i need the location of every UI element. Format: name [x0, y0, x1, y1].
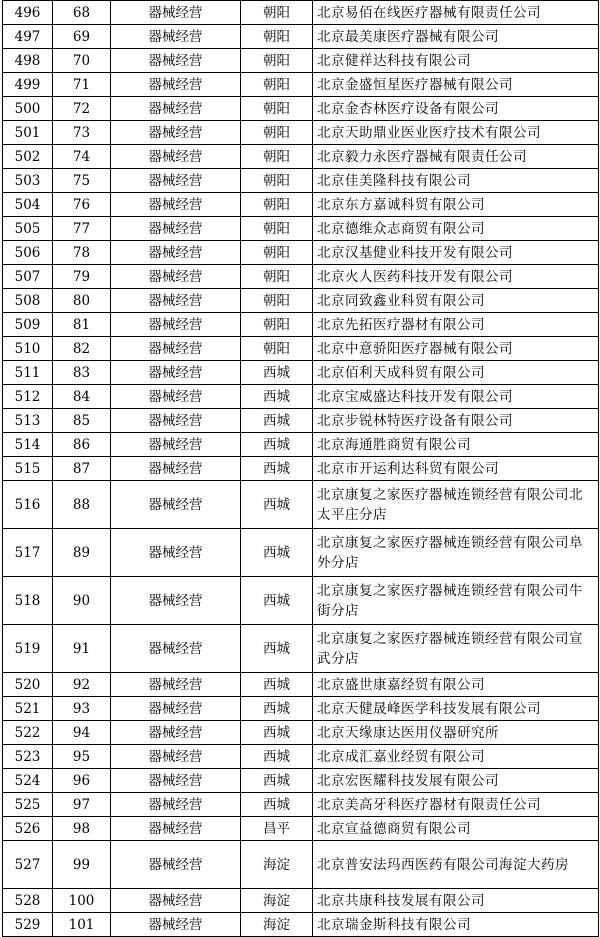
seq-cell: 515: [3, 457, 53, 481]
seq-cell: 508: [3, 289, 53, 313]
seq-cell: 506: [3, 241, 53, 265]
number-cell: 101: [53, 913, 111, 937]
table-row: [3, 121, 599, 145]
number-cell: 84: [53, 385, 111, 409]
table-row: [3, 889, 599, 913]
district-cell: 朝阳: [241, 97, 313, 121]
business-type-cell: 器械经营: [111, 433, 241, 457]
seq-cell: 513: [3, 409, 53, 433]
business-type-cell: 器械经营: [111, 889, 241, 913]
company-name-cell: 北京毅力永医疗器械有限责任公司: [313, 145, 599, 169]
table-row: [3, 409, 599, 433]
seq-cell: 498: [3, 49, 53, 73]
company-name-cell: 北京海通胜商贸有限公司: [313, 433, 599, 457]
table-row: [3, 145, 599, 169]
company-name-cell: 北京金杏林医疗设备有限公司: [313, 97, 599, 121]
table-row: [3, 217, 599, 241]
seq-cell: 497: [3, 25, 53, 49]
number-cell: 93: [53, 697, 111, 721]
number-cell: 87: [53, 457, 111, 481]
number-cell: 70: [53, 49, 111, 73]
business-type-cell: 器械经营: [111, 73, 241, 97]
number-cell: 79: [53, 265, 111, 289]
district-cell: 西城: [241, 433, 313, 457]
table-row: [3, 241, 599, 265]
company-name-cell: 北京瑞金斯科技有限公司: [313, 913, 599, 937]
registry-table-body: [3, 1, 599, 937]
district-cell: 西城: [241, 529, 313, 577]
table-row: [3, 529, 599, 577]
company-name-cell: 北京佰利天成科贸有限公司: [313, 361, 599, 385]
district-cell: 朝阳: [241, 49, 313, 73]
district-cell: 朝阳: [241, 217, 313, 241]
seq-cell: 520: [3, 673, 53, 697]
district-cell: 朝阳: [241, 73, 313, 97]
number-cell: 95: [53, 745, 111, 769]
business-type-cell: 器械经营: [111, 241, 241, 265]
district-cell: 西城: [241, 793, 313, 817]
business-type-cell: 器械经营: [111, 265, 241, 289]
company-name-cell: 北京先拓医疗器材有限公司: [313, 313, 599, 337]
company-name-cell: 北京康复之家医疗器械连锁经营有限公司阜外分店: [313, 529, 599, 577]
business-type-cell: 器械经营: [111, 817, 241, 841]
company-name-cell: 北京康复之家医疗器械连锁经营有限公司牛街分店: [313, 577, 599, 625]
business-type-cell: 器械经营: [111, 673, 241, 697]
business-type-cell: 器械经营: [111, 769, 241, 793]
district-cell: 朝阳: [241, 121, 313, 145]
seq-cell: 517: [3, 529, 53, 577]
seq-cell: 524: [3, 769, 53, 793]
number-cell: 99: [53, 841, 111, 889]
number-cell: 88: [53, 481, 111, 529]
table-row: [3, 289, 599, 313]
district-cell: 海淀: [241, 889, 313, 913]
table-row: [3, 361, 599, 385]
district-cell: 朝阳: [241, 265, 313, 289]
number-cell: 97: [53, 793, 111, 817]
number-cell: 69: [53, 25, 111, 49]
seq-cell: 528: [3, 889, 53, 913]
company-name-cell: 北京步锐林特医疗设备有限公司: [313, 409, 599, 433]
seq-cell: 507: [3, 265, 53, 289]
table-row: [3, 1, 599, 25]
district-cell: 西城: [241, 385, 313, 409]
number-cell: 74: [53, 145, 111, 169]
number-cell: 94: [53, 721, 111, 745]
seq-cell: 527: [3, 841, 53, 889]
district-cell: 西城: [241, 457, 313, 481]
seq-cell: 512: [3, 385, 53, 409]
number-cell: 83: [53, 361, 111, 385]
company-name-cell: 北京中意骄阳医疗器械有限公司: [313, 337, 599, 361]
business-type-cell: 器械经营: [111, 121, 241, 145]
number-cell: 77: [53, 217, 111, 241]
seq-cell: 510: [3, 337, 53, 361]
number-cell: 72: [53, 97, 111, 121]
business-type-cell: 器械经营: [111, 913, 241, 937]
table-row: [3, 481, 599, 529]
seq-cell: 523: [3, 745, 53, 769]
seq-cell: 505: [3, 217, 53, 241]
company-name-cell: 北京宣益德商贸有限公司: [313, 817, 599, 841]
district-cell: 西城: [241, 697, 313, 721]
company-name-cell: 北京火人医药科技开发有限公司: [313, 265, 599, 289]
business-type-cell: 器械经营: [111, 289, 241, 313]
table-row: [3, 457, 599, 481]
company-name-cell: 北京佳美隆科技有限公司: [313, 169, 599, 193]
table-row: [3, 73, 599, 97]
seq-cell: 526: [3, 817, 53, 841]
table-row: [3, 169, 599, 193]
seq-cell: 516: [3, 481, 53, 529]
business-type-cell: 器械经营: [111, 97, 241, 121]
business-type-cell: 器械经营: [111, 457, 241, 481]
table-row: [3, 25, 599, 49]
seq-cell: 518: [3, 577, 53, 625]
number-cell: 81: [53, 313, 111, 337]
company-name-cell: 北京健祥达科技有限公司: [313, 49, 599, 73]
table-row: [3, 433, 599, 457]
number-cell: 85: [53, 409, 111, 433]
company-name-cell: 北京成汇嘉业经贸有限公司: [313, 745, 599, 769]
district-cell: 朝阳: [241, 25, 313, 49]
seq-cell: 522: [3, 721, 53, 745]
table-row: [3, 697, 599, 721]
district-cell: 朝阳: [241, 193, 313, 217]
seq-cell: 502: [3, 145, 53, 169]
number-cell: 73: [53, 121, 111, 145]
seq-cell: 519: [3, 625, 53, 673]
table-row: [3, 385, 599, 409]
company-name-cell: 北京天助鼎业医业医疗技术有限公司: [313, 121, 599, 145]
number-cell: 71: [53, 73, 111, 97]
business-type-cell: 器械经营: [111, 1, 241, 25]
table-row: [3, 673, 599, 697]
district-cell: 西城: [241, 769, 313, 793]
district-cell: 海淀: [241, 841, 313, 889]
district-cell: 海淀: [241, 913, 313, 937]
company-name-cell: 北京天缘康达医用仪器研究所: [313, 721, 599, 745]
table-row: [3, 313, 599, 337]
district-cell: 朝阳: [241, 1, 313, 25]
company-name-cell: 北京宝威盛达科技开发有限公司: [313, 385, 599, 409]
number-cell: 68: [53, 1, 111, 25]
business-type-cell: 器械经营: [111, 721, 241, 745]
company-name-cell: 北京市开运利达科贸有限公司: [313, 457, 599, 481]
table-row: [3, 913, 599, 937]
business-type-cell: 器械经营: [111, 25, 241, 49]
district-cell: 西城: [241, 361, 313, 385]
registry-table: [2, 0, 599, 937]
seq-cell: 503: [3, 169, 53, 193]
business-type-cell: 器械经营: [111, 313, 241, 337]
business-type-cell: 器械经营: [111, 385, 241, 409]
table-row: [3, 97, 599, 121]
seq-cell: 509: [3, 313, 53, 337]
company-name-cell: 北京金盛恒星医疗器械有限公司: [313, 73, 599, 97]
seq-cell: 500: [3, 97, 53, 121]
company-name-cell: 北京汉基健业科技开发有限公司: [313, 241, 599, 265]
number-cell: 96: [53, 769, 111, 793]
business-type-cell: 器械经营: [111, 577, 241, 625]
number-cell: 76: [53, 193, 111, 217]
district-cell: 朝阳: [241, 313, 313, 337]
seq-cell: 499: [3, 73, 53, 97]
company-name-cell: 北京易佰在线医疗器械有限责任公司: [313, 1, 599, 25]
business-type-cell: 器械经营: [111, 169, 241, 193]
business-type-cell: 器械经营: [111, 49, 241, 73]
table-row: [3, 793, 599, 817]
table-row: [3, 817, 599, 841]
district-cell: 朝阳: [241, 289, 313, 313]
district-cell: 昌平: [241, 817, 313, 841]
district-cell: 朝阳: [241, 169, 313, 193]
table-row: [3, 769, 599, 793]
business-type-cell: 器械经营: [111, 841, 241, 889]
business-type-cell: 器械经营: [111, 697, 241, 721]
district-cell: 西城: [241, 625, 313, 673]
business-type-cell: 器械经营: [111, 145, 241, 169]
business-type-cell: 器械经营: [111, 529, 241, 577]
number-cell: 78: [53, 241, 111, 265]
district-cell: 朝阳: [241, 145, 313, 169]
number-cell: 100: [53, 889, 111, 913]
number-cell: 91: [53, 625, 111, 673]
company-name-cell: 北京东方嘉诚科贸有限公司: [313, 193, 599, 217]
company-name-cell: 北京康复之家医疗器械连锁经营有限公司宣武分店: [313, 625, 599, 673]
business-type-cell: 器械经营: [111, 745, 241, 769]
number-cell: 75: [53, 169, 111, 193]
table-row: [3, 49, 599, 73]
district-cell: 西城: [241, 409, 313, 433]
district-cell: 西城: [241, 481, 313, 529]
company-name-cell: 北京德维众志商贸有限公司: [313, 217, 599, 241]
number-cell: 82: [53, 337, 111, 361]
business-type-cell: 器械经营: [111, 793, 241, 817]
company-name-cell: 北京普安法玛西医药有限公司海淀大药房: [313, 841, 599, 889]
table-row: [3, 337, 599, 361]
table-row: [3, 265, 599, 289]
number-cell: 86: [53, 433, 111, 457]
company-name-cell: 北京天健晟峰医学科技发展有限公司: [313, 697, 599, 721]
table-row: [3, 841, 599, 889]
district-cell: 西城: [241, 577, 313, 625]
seq-cell: 525: [3, 793, 53, 817]
number-cell: 89: [53, 529, 111, 577]
table-row: [3, 193, 599, 217]
seq-cell: 514: [3, 433, 53, 457]
company-name-cell: 北京宏医耀科技发展有限公司: [313, 769, 599, 793]
district-cell: 西城: [241, 745, 313, 769]
district-cell: 西城: [241, 721, 313, 745]
seq-cell: 521: [3, 697, 53, 721]
district-cell: 朝阳: [241, 337, 313, 361]
number-cell: 92: [53, 673, 111, 697]
business-type-cell: 器械经营: [111, 625, 241, 673]
business-type-cell: 器械经营: [111, 337, 241, 361]
company-name-cell: 北京盛世康嘉经贸有限公司: [313, 673, 599, 697]
table-row: [3, 625, 599, 673]
company-name-cell: 北京同致鑫业科贸有限公司: [313, 289, 599, 313]
number-cell: 98: [53, 817, 111, 841]
number-cell: 80: [53, 289, 111, 313]
company-name-cell: 北京最美康医疗器械有限公司: [313, 25, 599, 49]
district-cell: 朝阳: [241, 241, 313, 265]
business-type-cell: 器械经营: [111, 361, 241, 385]
seq-cell: 501: [3, 121, 53, 145]
table-row: [3, 721, 599, 745]
seq-cell: 504: [3, 193, 53, 217]
business-type-cell: 器械经营: [111, 409, 241, 433]
seq-cell: 511: [3, 361, 53, 385]
company-name-cell: 北京康复之家医疗器械连锁经营有限公司北太平庄分店: [313, 481, 599, 529]
company-name-cell: 北京美高牙科医疗器材有限责任公司: [313, 793, 599, 817]
business-type-cell: 器械经营: [111, 193, 241, 217]
table-row: [3, 577, 599, 625]
district-cell: 西城: [241, 673, 313, 697]
seq-cell: 496: [3, 1, 53, 25]
business-type-cell: 器械经营: [111, 481, 241, 529]
business-type-cell: 器械经营: [111, 217, 241, 241]
company-name-cell: 北京共康科技发展有限公司: [313, 889, 599, 913]
table-row: [3, 745, 599, 769]
seq-cell: 529: [3, 913, 53, 937]
number-cell: 90: [53, 577, 111, 625]
